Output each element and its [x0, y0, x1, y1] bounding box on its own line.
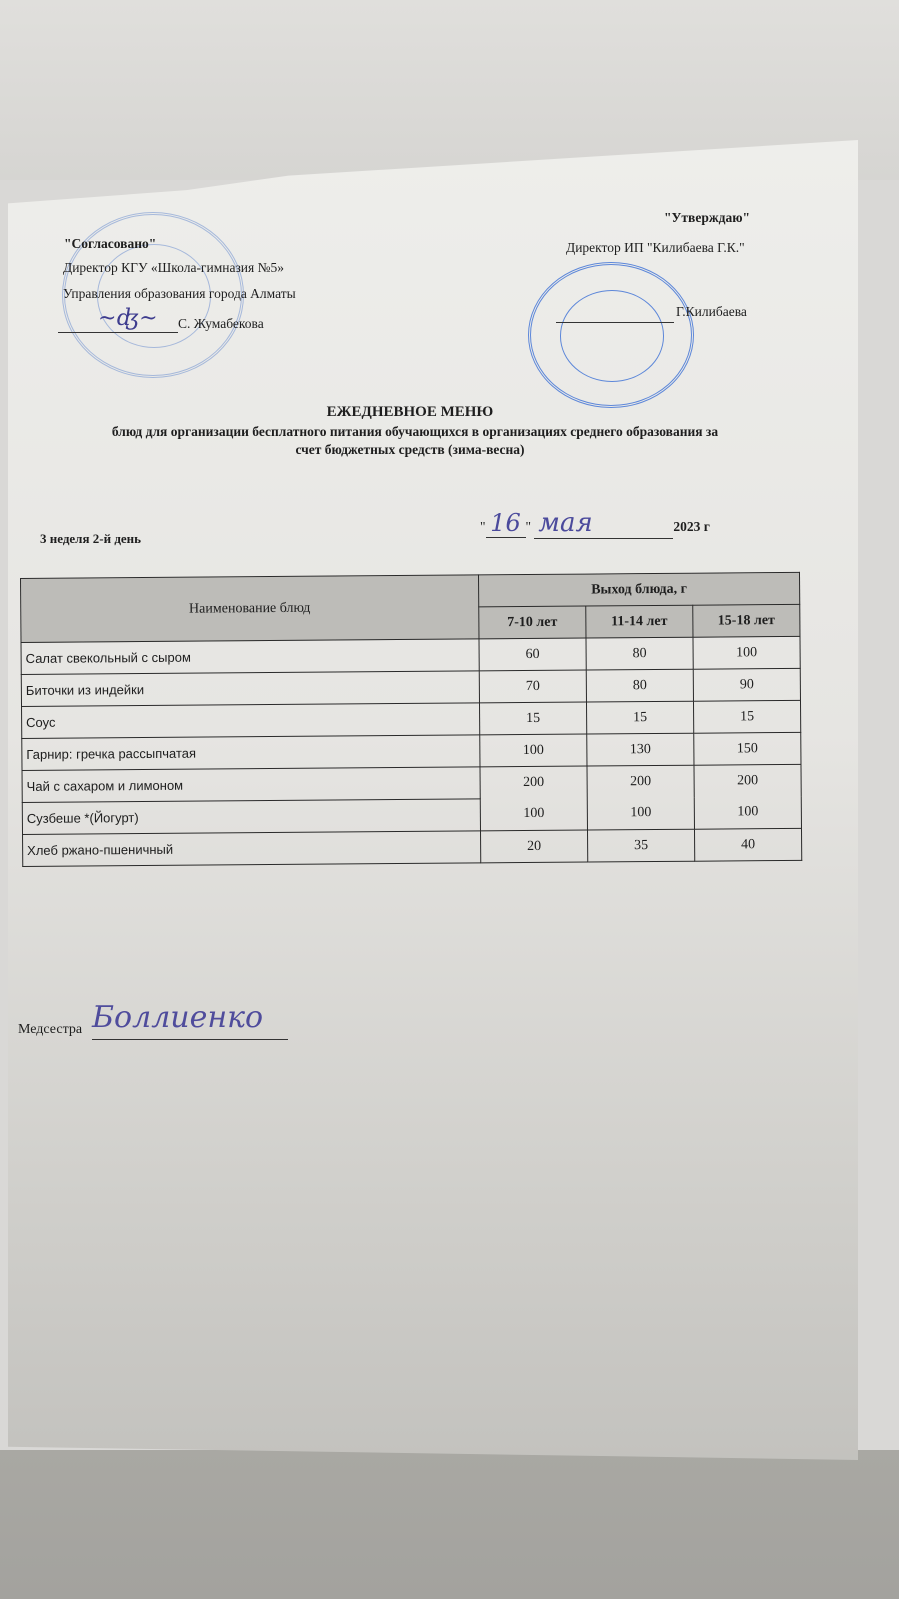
- date-year: 2023 г: [673, 519, 710, 534]
- dish-name: Салат свекольный с сыром: [21, 639, 479, 675]
- header-age-15-18: 15-18 лет: [693, 604, 800, 637]
- dish-name: Чай с сахаром и лимоном: [22, 767, 480, 803]
- approval-right-position: Директор ИП "Килибаева Г.К.": [566, 240, 745, 255]
- nurse-signature: Боллиенко: [92, 1000, 264, 1035]
- yield-7-10: 60: [479, 638, 586, 671]
- date-day: 16: [486, 509, 526, 538]
- header-age-11-14: 11-14 лет: [586, 605, 693, 638]
- date-quote-close: ": [525, 519, 532, 534]
- approval-left-signatory: С. Жумабекова: [178, 316, 264, 331]
- approval-left-position: Директор КГУ «Школа-гимназия №5»: [63, 260, 284, 275]
- approval-left-signature-icon: ~ʤ~: [98, 306, 158, 331]
- approval-right-signature-line: [556, 322, 674, 323]
- nurse-signature-line: [92, 1039, 288, 1040]
- yield-11-14: 35: [587, 829, 694, 862]
- yield-15-18: 100: [694, 796, 801, 829]
- yield-7-10: 20: [480, 830, 587, 863]
- yield-11-14: 200: [587, 765, 694, 798]
- yield-7-10: 200: [480, 766, 587, 799]
- yield-11-14: 80: [586, 637, 693, 670]
- yield-11-14: 15: [586, 701, 693, 734]
- approval-right-heading: "Утверждаю": [664, 210, 751, 225]
- yield-11-14: 100: [587, 797, 694, 830]
- menu-table: [20, 572, 802, 867]
- header-yield: Выход блюда, г: [478, 572, 799, 607]
- week-day-label: 3 неделя 2-й день: [40, 531, 142, 546]
- nurse-label: Медсестра: [18, 1022, 83, 1037]
- company-stamp-icon: [528, 262, 694, 408]
- yield-15-18: 150: [694, 732, 801, 765]
- yield-15-18: 40: [694, 828, 801, 861]
- approval-left-heading: "Согласовано": [64, 236, 157, 251]
- document-subtitle-line2: счет бюджетных средств (зима-весна): [295, 442, 525, 457]
- table-surface-background: [0, 1450, 899, 1599]
- yield-15-18: 100: [693, 636, 800, 669]
- approval-left-signature-line: [58, 332, 178, 333]
- yield-11-14: 130: [587, 733, 694, 766]
- approval-right-signatory: Г.Килибаева: [676, 304, 747, 319]
- table-row: [23, 828, 802, 866]
- dish-name: Сузбеше *(Йогурт): [22, 799, 480, 835]
- date-month: мая: [534, 508, 673, 539]
- yield-15-18: 200: [694, 764, 801, 797]
- dish-name: Биточки из индейки: [21, 671, 479, 707]
- yield-7-10: 100: [480, 734, 587, 767]
- yield-15-18: 15: [693, 700, 800, 733]
- yield-7-10: 70: [479, 670, 586, 703]
- header-dish-name: Наименование блюд: [21, 575, 479, 643]
- document-date: [480, 508, 710, 539]
- dish-name: Гарнир: гречка рассыпчатая: [22, 735, 480, 771]
- document-subtitle-line1: блюд для организации бесплатного питания обучающихся в организациях среднего образования за: [111, 424, 719, 439]
- yield-7-10: 15: [479, 702, 586, 735]
- date-quote-open: ": [480, 519, 486, 534]
- header-age-7-10: 7-10 лет: [479, 606, 586, 639]
- yield-15-18: 90: [693, 668, 800, 701]
- dish-name: Соус: [22, 703, 480, 739]
- approval-left-department: Управления образования города Алматы: [63, 286, 296, 301]
- document-title: ЕЖЕДНЕВНОЕ МЕНЮ: [326, 404, 494, 420]
- yield-7-10: 100: [480, 798, 587, 831]
- dish-name: Хлеб ржано-пшеничный: [23, 831, 481, 867]
- yield-11-14: 80: [586, 669, 693, 702]
